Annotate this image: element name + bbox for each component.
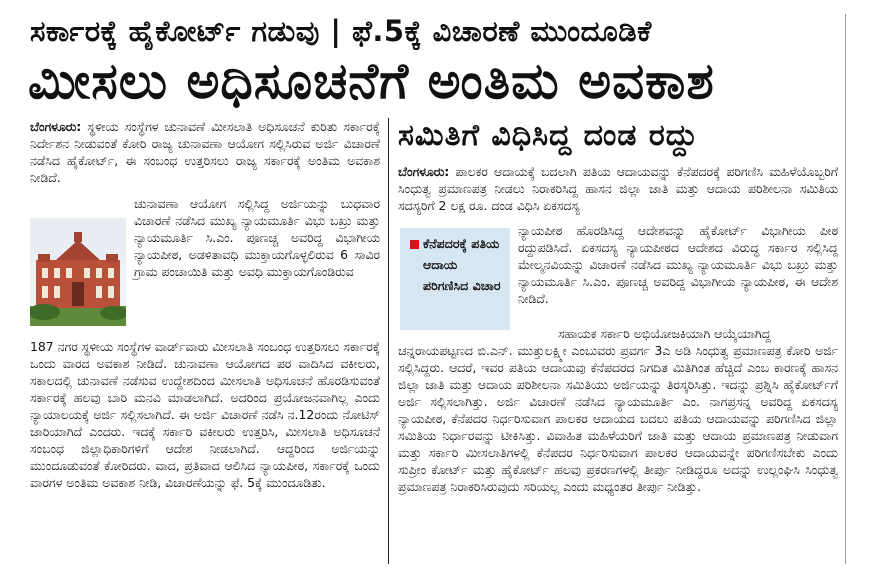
left-paragraph-1: ಸ್ಥಳೀಯ ಸಂಸ್ಥೆಗಳ ಚುನಾವಣೆ ಮೀಸಲಾತಿ ಅಧಿಸೂಚನೆ ಕುರಿತು ಸರ್ಕಾರಕ್ಕೆ ನಿರ್ದೇಶನ ನೀಡುವಂತೆ ಕೋರಿ ರಾಜ್ಯ ಚುನಾವಣಾ ಆಯೋಗ ಸಲ್ಲಿಸಿರುವ ಅರ್ಜಿ ವಿಚಾರಣೆ ನಡೆಸಿದ ಹೈಕೋರ್ಟ್, ಈ ಸಂಬಂಧ ಉತ್ತರಿಸಲು ರಾಜ್ಯ ಸರ್ಕಾರಕ್ಕೆ ಅಂತಿಮ ಅವಕಾಶ ನೀಡಿದೆ. [30,119,380,185]
right-paragraph-1-wrap: ನ್ಯಾಯಪೀಠ ಹೊರಡಿಸಿದ್ದ ಆದೇಶವನ್ನು ಹೈಕೋರ್ಟ್ ವಿಭಾಗೀಯ ಪೀಠ ರದ್ದುಪಡಿಸಿದೆ. ಏಕಸದಸ್ಯ ನ್ಯಾಯಪೀಠದ ಆದೇಶದ ವಿರುದ್ಧ ಸರ್ಕಾರ ಸಲ್ಲಿಸಿದ್ದ ಮೇಲ್ಮನವಿಯನ್ನು ವಿಚಾರಣೆ ನಡೆಸಿದ ಮುಖ್ಯ ನ್ಯಾಯಮೂರ್ತಿ ವಿಭು ಬಖ್ರು ಮತ್ತು ನ್ಯಾಯಮೂರ್ತಿ ಸಿ.ಎಂ. ಪೂಣಚ್ಚ ಅವರಿದ್ದ ವಿಭಾಗೀಯ ನ್ಯಾಯಪೀಠ, ಈ ಆದೇಶ ನೀಡಿದೆ. [518,223,838,306]
left-dateline: ಬೆಂಗಳೂರು: [30,119,82,134]
right-paragraph-2-wrap: ಸಹಾಯಕ ಸರ್ಕಾರಿ ಅಭಿಯೋಜಕಿಯಾಗಿ ಆಯ್ಕೆಯಾಗಿದ್ದ [558,326,771,341]
pull-quote-bullet [410,240,419,249]
right-paragraph-1: ಪಾಲಕರ ಆದಾಯಕ್ಕೆ ಬದಲಾಗಿ ಪತಿಯ ಆದಾಯವನ್ನು ಕೆನೆಪದರಕ್ಕೆ ಪರಿಗಣಿಸಿ ಮಹಿಳೆಯೊಬ್ಬರಿಗೆ ಸಿಂಧುತ್ವ ಪ್ರಮಾಣಪತ್ರ ನೀಡಲು ನಿರಾಕರಿಸಿದ್ದ ಹಾಸನ ಜಿಲ್ಲಾ ಜಾತಿ ಮತ್ತು ಆದಾಯ ಪರಿಶೀಲನಾ ಸಮಿತಿಯ ಸದಸ್ಯರಿಗೆ 2 ಲಕ್ಷ ರೂ. ದಂಡ ವಿಧಿಸಿ ಏಕಸದಸ್ಯ [398,164,838,213]
kicker-headline: ಸರ್ಕಾರಕ್ಕೆ ಹೈಕೋರ್ಟ್ ಗಡುವು | ಫೆ.5ಕ್ಕೆ ವಿಚಾರಣೆ ಮುಂದೂಡಿಕೆ [30,14,652,48]
left-article-lead [30,118,380,186]
right-article-lead [398,163,838,214]
pull-quote-box [400,228,510,330]
main-headline: ಮೀಸಲು ಅಧಿಸೂಚನೆಗೆ ಅಂತಿಮ ಅವಕಾಶ [28,52,715,110]
left-paragraph-2-wrap: ಚುನಾವಣಾ ಆಯೋಗ ಸಲ್ಲಿಸಿದ್ದ ಅರ್ಜಿಯನ್ನು ಬುಧವಾರ ವಿಚಾರಣೆ ನಡೆಸಿದ ಮುಖ್ಯ ನ್ಯಾಯಮೂರ್ತಿ ವಿಭು ಬಖ್ರು ಮತ್ತು ನ್ಯಾಯಮೂರ್ತಿ ಸಿ.ಎಂ. ಪೂಣಚ್ಚ ಅವರಿದ್ದ ವಿಭಾಗೀಯ ನ್ಯಾಯಪೀಠ, ಅಡಳಿತಾವಧಿ ಮುಕ್ತಾಯಗೊಳ್ಳಲಿರುವ 6 ಸಾವಿರ ಗ್ರಾಮ ಪಂಚಾಯಿತಿ ಮತ್ತು ಅವಧಿ ಮುಕ್ತಾಯಗೊಂಡಿರುವ [134,196,380,279]
left-paragraph-2-rest: 187 ನಗರ ಸ್ಥಳೀಯ ಸಂಸ್ಥೆಗಳ ವಾರ್ಡ್‌ವಾರು ಮೀಸಲಾತಿ ಸಂಬಂಧ ಉತ್ತರಿಸಲು ಸರ್ಕಾರಕ್ಕೆ ಒಂದು ವಾರದ ಅವಕಾಶ ನೀಡಿದೆ. ಚುನಾವಣಾ ಆಯೋಗದ ಪರ ವಾದಿಸಿದ ವಕೀಲರು, ಸಕಾಲದಲ್ಲಿ ಚುನಾವಣೆ ನಡೆಸುವ ಉದ್ದೇಶದಿಂದ ಮೀಸಲಾತಿ ಅಧಿಸೂಚನೆ ಹೊರಡಿಸುವಂತೆ ಸರ್ಕಾರಕ್ಕೆ ಹಲವು ಬಾರಿ ಮನವಿ ಮಾಡಲಾಗಿದೆ. ಅದರಿಂದ ಪ್ರಯೋಜನವಾಗಿಲ್ಲ ಎಂದು ನ್ಯಾಯಾಲಯಕ್ಕೆ ಅರ್ಜಿ ಸಲ್ಲಿಸಲಾಗಿದೆ. ಈ ಅರ್ಜಿ ವಿಚಾರಣೆ ನಡೆಸಿ ನ.12ರಂದು ನೋಟಿಸ್ ಜಾರಿಯಾಗಿದೆ ಎಂದರು. ಇದಕ್ಕೆ ಸರ್ಕಾರಿ ವಕೀಲರು ಉತ್ತರಿಸಿ, ಮೀಸಲಾತಿ ಅಧಿಸೂಚನೆ ಸಂಬಂಧ ಜಿಲ್ಲಾಧಿಕಾರಿಗಳಿಗೆ ಆದೇಶ ನೀಡಲಾಗಿದೆ. ಆದ್ದರಿಂದ ಅರ್ಜಿಯನ್ನು ಮುಂದೂಡುವಂತೆ ಕೋರಿದರು. ವಾದ, ಪ್ರತಿವಾದ ಆಲಿಸಿದ ನ್ಯಾಯಪೀಠ, ಸರ್ಕಾರಕ್ಕೆ ಒಂದು ವಾರಗಳ ಅಂತಿಮ ಅವಕಾಶ ನೀಡಿ, ವಿಚಾರಣೆಯನ್ನು ಫೆ. 5ಕ್ಕೆ ಮುಂದೂಡಿತು. [30,339,380,490]
column-divider [388,118,389,564]
right-paragraph-2-rest: ಚನ್ನರಾಯಪಟ್ಟಣದ ಬಿ.ಎನ್. ಮುತ್ತುಲಕ್ಷ್ಮೀ ಎಂಬುವರು ಪ್ರವರ್ಗ 3ಎ ಅಡಿ ಸಿಂಧುತ್ವ ಪ್ರಮಾಣಪತ್ರ ಕೋರಿ ಅರ್ಜಿ ಸಲ್ಲಿಸಿದ್ದರು. ಆದರೆ, ಇವರ ಪತಿಯ ಆದಾಯವು ಕೆನೆಪದರದ ನಿಗದಿತ ಮಿತಿಗಿಂತ ಹೆಚ್ಚಿದೆ ಎಂಬ ಕಾರಣಕ್ಕೆ ಹಾಸನ ಜಿಲ್ಲಾ ಜಾತಿ ಮತ್ತು ಆದಾಯ ಪರಿಶೀಲನಾ ಸಮಿತಿಯು ಅರ್ಜಿಯನ್ನು ತಿರಸ್ಕರಿಸಿತ್ತು. ಇದನ್ನು ಪ್ರಶ್ನಿಸಿ ಹೈಕೋರ್ಟ್‌ಗೆ ಅರ್ಜಿ ಸಲ್ಲಿಸಲಾಗಿತ್ತು. ಅರ್ಜಿ ವಿಚಾರಣೆ ನಡೆಸಿದ ನ್ಯಾಯಮೂರ್ತಿ ಎಂ. ನಾಗಪ್ರಸನ್ನ ಅವರಿದ್ದ ಏಕಸದಸ್ಯ ನ್ಯಾಯಪೀಠ, ಕೆನೆಪದರ ನಿರ್ಧರಿಸುವಾಗ ಪಾಲಕರ ಆದಾಯದ ಬದಲು ಪತಿಯ ಆದಾಯವನ್ನು ಪರಿಗಣಿಸಿದ ಜಿಲ್ಲಾ ಸಮಿತಿಯ ನಿರ್ಧಾರವನ್ನು ಟೀಕಿಸಿತ್ತು. ವಿವಾಹಿತ ಮಹಿಳೆಯರಿಗೆ ಜಾತಿ ಮತ್ತು ಆದಾಯ ಪ್ರಮಾಣಪತ್ರ ನೀಡುವಾಗ ಮತ್ತು ಸರ್ಕಾರಿ ಮೀಸಲಾತಿಗಳಲ್ಲಿ ಕೆನೆಪದರ ನಿರ್ಧರಿಸುವಾಗ ಪಾಲಕರ ಆದಾಯವನ್ನೇ ಪರಿಗಣಿಸಬೇಕು ಎಂದು ಸುಪ್ರೀಂ ಕೋರ್ಟ್ ಮತ್ತು ಹೈಕೋರ್ಟ್ ಹಲವು ಪ್ರಕರಣಗಳಲ್ಲಿ ತೀರ್ಪು ನೀಡಿದ್ದರೂ ಅದನ್ನು ಉಲ್ಲಂಘಿಸಿ ಸಿಂಧುತ್ವ ಪ್ರಮಾಣಪತ್ರ ನಿರಾಕರಿಸಿರುವುದು ಸರಿಯಲ್ಲ ಎಂದು ಮಧ್ಯಂತರ ತೀರ್ಪು ನೀಡಿತ್ತು. [398,343,838,494]
right-border [845,14,846,564]
right-dateline: ಬೆಂಗಳೂರು: [398,164,450,179]
right-headline: ಸಮಿತಿಗೆ ವಿಧಿಸಿದ್ದ ದಂಡ ರದ್ದು [398,118,699,153]
court-building-photo [30,218,126,326]
pull-quote-text: ಕೆನೆಪದರಕ್ಕೆ ಪತಿಯ ಆದಾಯ ಪರಿಗಣಿಸಿದ ವಿಚಾರ [423,236,501,293]
